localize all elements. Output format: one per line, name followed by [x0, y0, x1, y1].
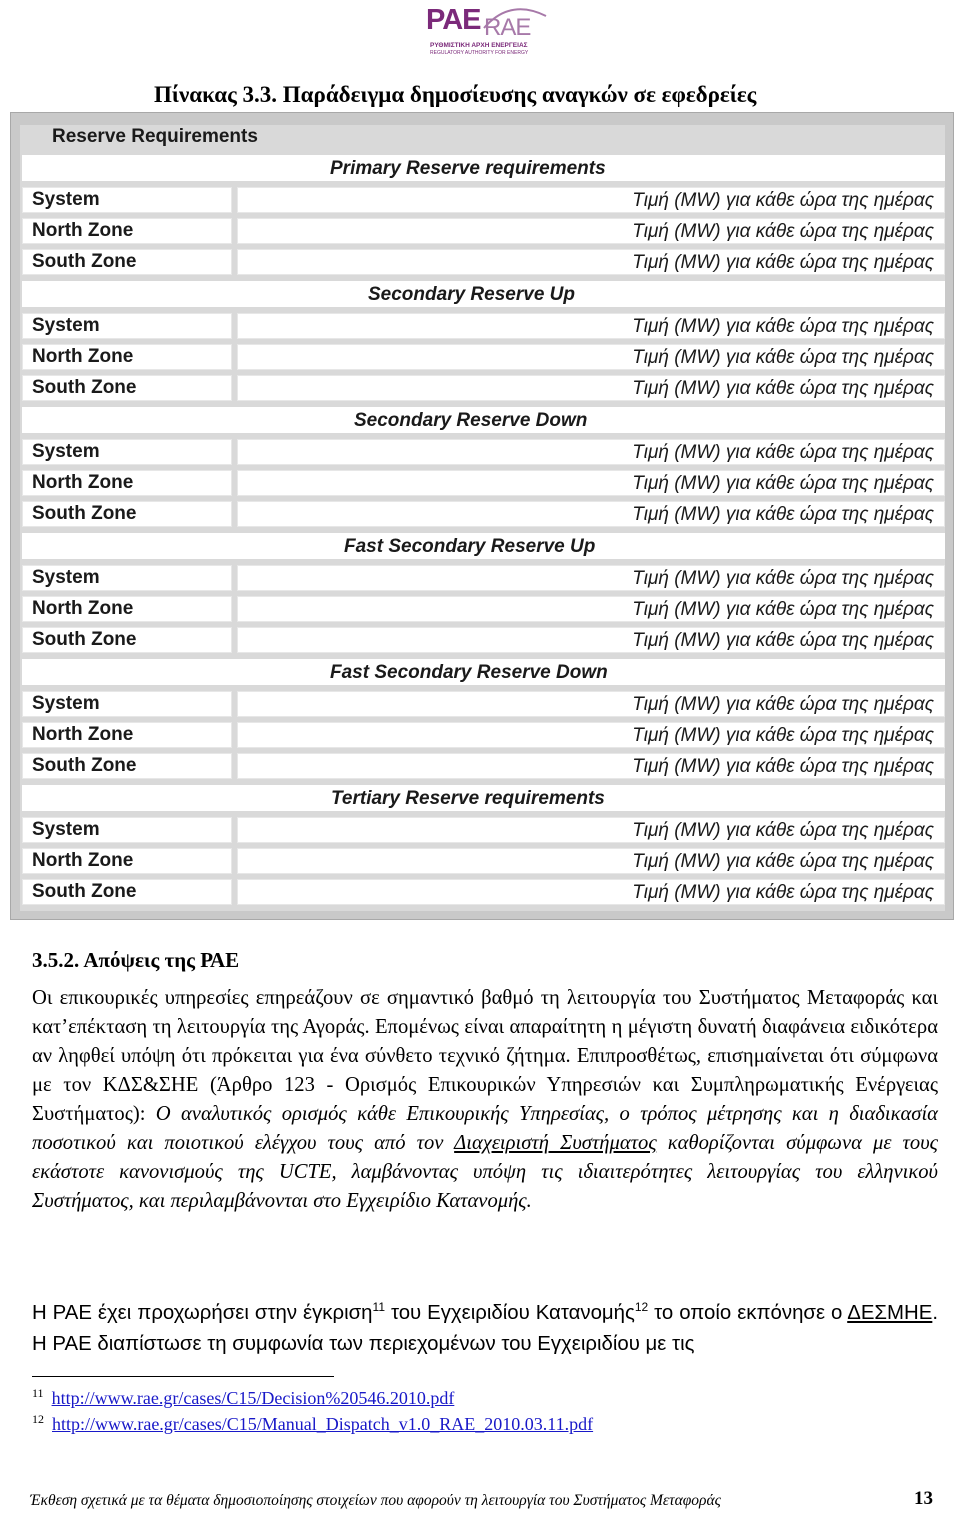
footnote-divider — [32, 1376, 334, 1377]
paragraph-1-quote-end: καθορίζονται σύμφωνα με τους εκάστοτε κανονισμούς της UCTE, λαμβάνοντας υπόψη τις ιδιαιτερότητες λειτουργίας του ελληνικού Συστήματος, και περιλαμβάνονται στο Εγχειρίδιο Κατανομής. — [32, 1132, 939, 1212]
zone-label: System — [32, 567, 100, 588]
value-label: Τιμή (MW) για κάθε ώρα της ημέρας — [632, 851, 934, 872]
zone-label: System — [32, 441, 100, 462]
value-label: Τιμή (MW) για κάθε ώρα της ημέρας — [632, 473, 934, 494]
zone-label: South Zone — [32, 881, 137, 902]
zone-label: South Zone — [32, 629, 137, 650]
value-label: Τιμή (MW) για κάθε ώρα της ημέρας — [632, 221, 934, 242]
paragraph-2-text: . Η ΡΑΕ διαπίστωσε τη συμφωνία των περιεχομένων του Εγχειριδίου με τις — [32, 1302, 939, 1355]
zone-label: North Zone — [32, 346, 134, 367]
zone-label: North Zone — [32, 472, 134, 493]
footnote-11 — [32, 1388, 454, 1409]
paragraph-1-quote: Ο αναλυτικός ορισμός κάθε Επικουρικής Υπηρεσίας, ο τρόπος μέτρησης και η διαδικασία ποσοτικού και ποιοτικού ελέγχου τους από τον — [32, 1103, 938, 1154]
paragraph-2-text: του Εγχειριδίου Κατανομής — [385, 1302, 635, 1324]
zone-label: South Zone — [32, 377, 137, 398]
logo-rae-text: RAE — [484, 14, 531, 41]
page-number: 13 — [914, 1488, 933, 1509]
value-label: Τιμή (MW) για κάθε ώρα της ημέρας — [632, 568, 934, 589]
footnote-12 — [32, 1414, 593, 1435]
value-label: Τιμή (MW) για κάθε ώρα της ημέρας — [632, 504, 934, 525]
section-heading: Fast Secondary Reserve Up — [344, 536, 596, 557]
page-footer: Έκθεση σχετικά με τα θέματα δημοσιοποίησης στοιχείων που αφορούν τη λειτουργία του Συστήματος Μεταφοράς — [30, 1492, 721, 1509]
value-label: Τιμή (MW) για κάθε ώρα της ημέρας — [632, 599, 934, 620]
desmie-underlined: ΔΕΣΜΗΕ — [847, 1302, 933, 1324]
rae-logo — [420, 4, 550, 58]
value-label: Τιμή (MW) για κάθε ώρα της ημέρας — [632, 347, 934, 368]
zone-label: South Zone — [32, 503, 137, 524]
zone-label: System — [32, 315, 100, 336]
section-heading: Tertiary Reserve requirements — [331, 788, 605, 809]
value-label: Τιμή (MW) για κάθε ώρα της ημέρας — [632, 630, 934, 651]
value-label: Τιμή (MW) για κάθε ώρα της ημέρας — [632, 316, 934, 337]
table-header: Reserve Requirements — [52, 126, 258, 147]
logo-pae-text: PAE — [426, 4, 481, 36]
section-heading: Fast Secondary Reserve Down — [330, 662, 608, 683]
footnote-ref-12[interactable]: 12 — [634, 1300, 649, 1315]
zone-label: South Zone — [32, 755, 137, 776]
footnote-link[interactable]: http://www.rae.gr/cases/C15/Decision%20546.2010.pdf — [51, 1388, 455, 1408]
value-label: Τιμή (MW) για κάθε ώρα της ημέρας — [632, 252, 934, 273]
section-heading: Primary Reserve requirements — [330, 158, 606, 179]
zone-label: System — [32, 819, 100, 840]
value-label: Τιμή (MW) για κάθε ώρα της ημέρας — [632, 725, 934, 746]
value-label: Τιμή (MW) για κάθε ώρα της ημέρας — [632, 694, 934, 715]
value-label: Τιμή (MW) για κάθε ώρα της ημέρας — [632, 442, 934, 463]
footnote-ref-11[interactable]: 11 — [372, 1300, 385, 1315]
zone-label: South Zone — [32, 251, 137, 272]
paragraph-2-text: Η ΡΑΕ έχει προχωρήσει στην έγκριση — [32, 1302, 373, 1324]
section-heading-352: 3.5.2. Απόψεις της ΡΑΕ — [32, 948, 240, 972]
value-label: Τιμή (MW) για κάθε ώρα της ημέρας — [632, 756, 934, 777]
value-label: Τιμή (MW) για κάθε ώρα της ημέρας — [632, 882, 934, 903]
zone-label: System — [32, 693, 100, 714]
paragraph-1-text: Οι επικουρικές υπηρεσίες επηρεάζουν σε σημαντικό βαθμό τη λειτουργία του Συστήματος Μεταφοράς και κατ’επέκταση τη λειτουργία της Αγοράς. Επομένως είναι απαραίτητη η μέγιστη δυνατή διαφάνεια ειδικότερα αν ληφθεί υπόψη ότι πρόκειται για ένα σύνθετο τεχνικό ζήτημα. Επιπροσθέτως, επισημαίνεται ότι σύμφωνα με τον ΚΔΣ&ΣΗΕ (Άρθρο 123 - Ορισμός Επικουρικών Υπηρεσιών και Συμπληρωματικής Ενέργειας Συστήματος): — [32, 987, 938, 1125]
logo-subtitle-greek: ΡΥΘΜΙΣΤΙΚΗ ΑΡΧΗ ΕΝΕΡΓΕΙΑΣ — [430, 42, 528, 49]
zone-label: North Zone — [32, 220, 134, 241]
zone-label: System — [32, 189, 100, 210]
paragraph-1 — [32, 984, 938, 1216]
section-heading: Secondary Reserve Down — [354, 410, 588, 431]
zone-label: North Zone — [32, 850, 134, 871]
section-heading: Secondary Reserve Up — [368, 284, 575, 305]
paragraph-2 — [32, 1298, 938, 1360]
paragraph-2-text: το οποίο εκπόνησε ο — [648, 1302, 848, 1324]
footnote-number: 11 — [32, 1386, 44, 1400]
logo-subtitle-english: REGULATORY AUTHORITY FOR ENERGY — [430, 50, 529, 56]
value-label: Τιμή (MW) για κάθε ώρα της ημέρας — [632, 378, 934, 399]
zone-label: North Zone — [32, 724, 134, 745]
value-label: Τιμή (MW) για κάθε ώρα της ημέρας — [632, 820, 934, 841]
value-label: Τιμή (MW) για κάθε ώρα της ημέρας — [632, 190, 934, 211]
paragraph-1-quote-underlined: Διαχειριστή Συστήματος — [454, 1132, 657, 1154]
table-title: Πίνακας 3.3. Παράδειγμα δημοσίευσης αναγκών σε εφεδρείες — [154, 82, 757, 107]
footnote-link[interactable]: http://www.rae.gr/cases/C15/Manual_Dispatch_v1.0_RAE_2010.03.11.pdf — [52, 1414, 594, 1434]
footnote-number: 12 — [32, 1412, 44, 1426]
zone-label: North Zone — [32, 598, 134, 619]
